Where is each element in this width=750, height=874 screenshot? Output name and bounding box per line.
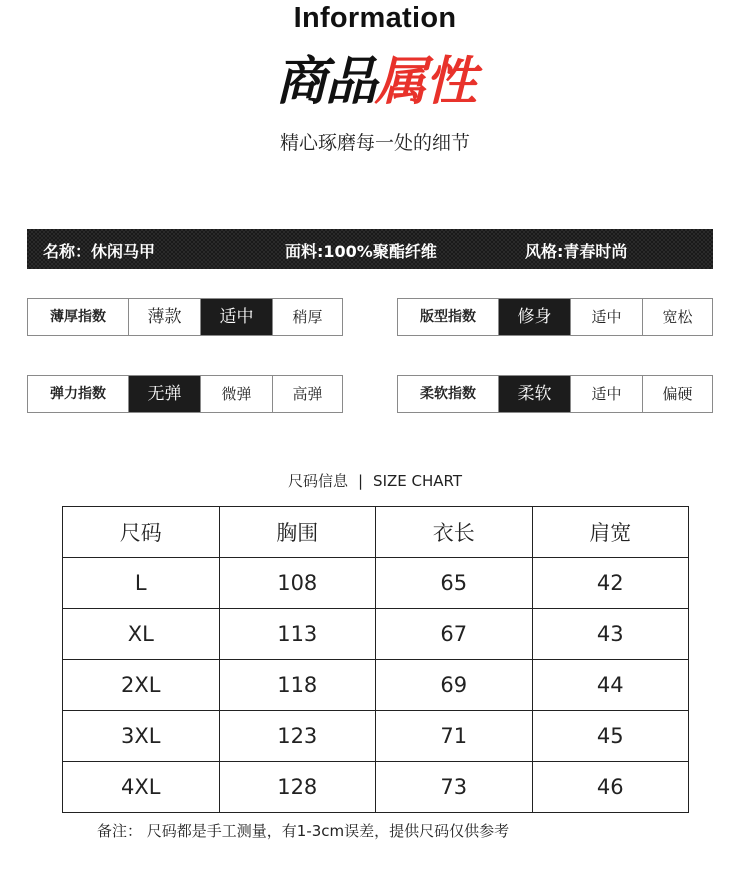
column-header: 尺码 bbox=[63, 507, 220, 558]
product-attributes-title bbox=[0, 50, 750, 114]
table-cell: 45 bbox=[532, 711, 689, 762]
softness-option-soft: 柔软 bbox=[498, 376, 570, 412]
table-row bbox=[63, 762, 689, 813]
table-cell: 118 bbox=[219, 660, 376, 711]
table-cell: 71 bbox=[376, 711, 533, 762]
thickness-option-medium: 适中 bbox=[200, 299, 272, 335]
elasticity-option-slight: 微弹 bbox=[200, 376, 272, 412]
fit-option-loose: 宽松 bbox=[642, 299, 712, 335]
table-cell: 46 bbox=[532, 762, 689, 813]
softness-index bbox=[397, 375, 713, 413]
softness-option-medium: 适中 bbox=[570, 376, 642, 412]
heading-separator: | bbox=[357, 472, 364, 490]
table-cell: 113 bbox=[219, 609, 376, 660]
table-cell: XL bbox=[63, 609, 220, 660]
column-header: 肩宽 bbox=[532, 507, 689, 558]
thickness-option-thin: 薄款 bbox=[128, 299, 200, 335]
table-cell: L bbox=[63, 558, 220, 609]
table-cell: 44 bbox=[532, 660, 689, 711]
elasticity-index bbox=[27, 375, 343, 413]
size-chart-heading-en: SIZE CHART bbox=[373, 472, 463, 490]
size-chart-heading bbox=[0, 470, 750, 491]
table-row bbox=[63, 558, 689, 609]
thickness-index bbox=[27, 298, 343, 336]
title-red-part: 属性 bbox=[375, 52, 476, 112]
fit-option-slim: 修身 bbox=[498, 299, 570, 335]
product-name: 名称：休闲马甲 bbox=[43, 242, 156, 261]
fit-label: 版型指数 bbox=[420, 309, 476, 325]
table-header-row bbox=[63, 507, 689, 558]
table-cell: 3XL bbox=[63, 711, 220, 762]
elasticity-option-none: 无弹 bbox=[128, 376, 200, 412]
table-cell: 73 bbox=[376, 762, 533, 813]
table-cell: 128 bbox=[219, 762, 376, 813]
subtitle: 精心琢磨每一处的细节 bbox=[279, 132, 470, 154]
table-cell: 2XL bbox=[63, 660, 220, 711]
table-row bbox=[63, 660, 689, 711]
table-cell: 43 bbox=[532, 609, 689, 660]
column-header: 衣长 bbox=[376, 507, 533, 558]
title-black-part: 商品 bbox=[274, 52, 375, 112]
size-chart-table bbox=[62, 506, 689, 813]
table-cell: 42 bbox=[532, 558, 689, 609]
information-title: Information bbox=[293, 2, 457, 34]
table-cell: 123 bbox=[219, 711, 376, 762]
softness-label: 柔软指数 bbox=[420, 386, 476, 402]
fit-index bbox=[397, 298, 713, 336]
info-bar bbox=[27, 229, 713, 269]
column-header: 胸围 bbox=[219, 507, 376, 558]
style-info: 风格:青春时尚 bbox=[525, 242, 628, 261]
table-cell: 69 bbox=[376, 660, 533, 711]
table-cell: 4XL bbox=[63, 762, 220, 813]
elasticity-option-high: 高弹 bbox=[272, 376, 342, 412]
elasticity-label: 弹力指数 bbox=[50, 386, 106, 402]
table-cell: 67 bbox=[376, 609, 533, 660]
table-cell: 108 bbox=[219, 558, 376, 609]
table-row bbox=[63, 711, 689, 762]
softness-option-hard: 偏硬 bbox=[642, 376, 712, 412]
measurement-note: 备注： 尺码都是手工测量，有1-3cm误差，提供尺码仅供参考 bbox=[97, 822, 510, 840]
table-cell: 65 bbox=[376, 558, 533, 609]
table-row bbox=[63, 609, 689, 660]
fabric-info: 面料:100%聚酯纤维 bbox=[285, 242, 437, 261]
size-chart-heading-cn: 尺码信息 bbox=[287, 472, 348, 490]
fit-option-regular: 适中 bbox=[570, 299, 642, 335]
thickness-label: 薄厚指数 bbox=[50, 309, 106, 325]
thickness-option-thick: 稍厚 bbox=[272, 299, 342, 335]
